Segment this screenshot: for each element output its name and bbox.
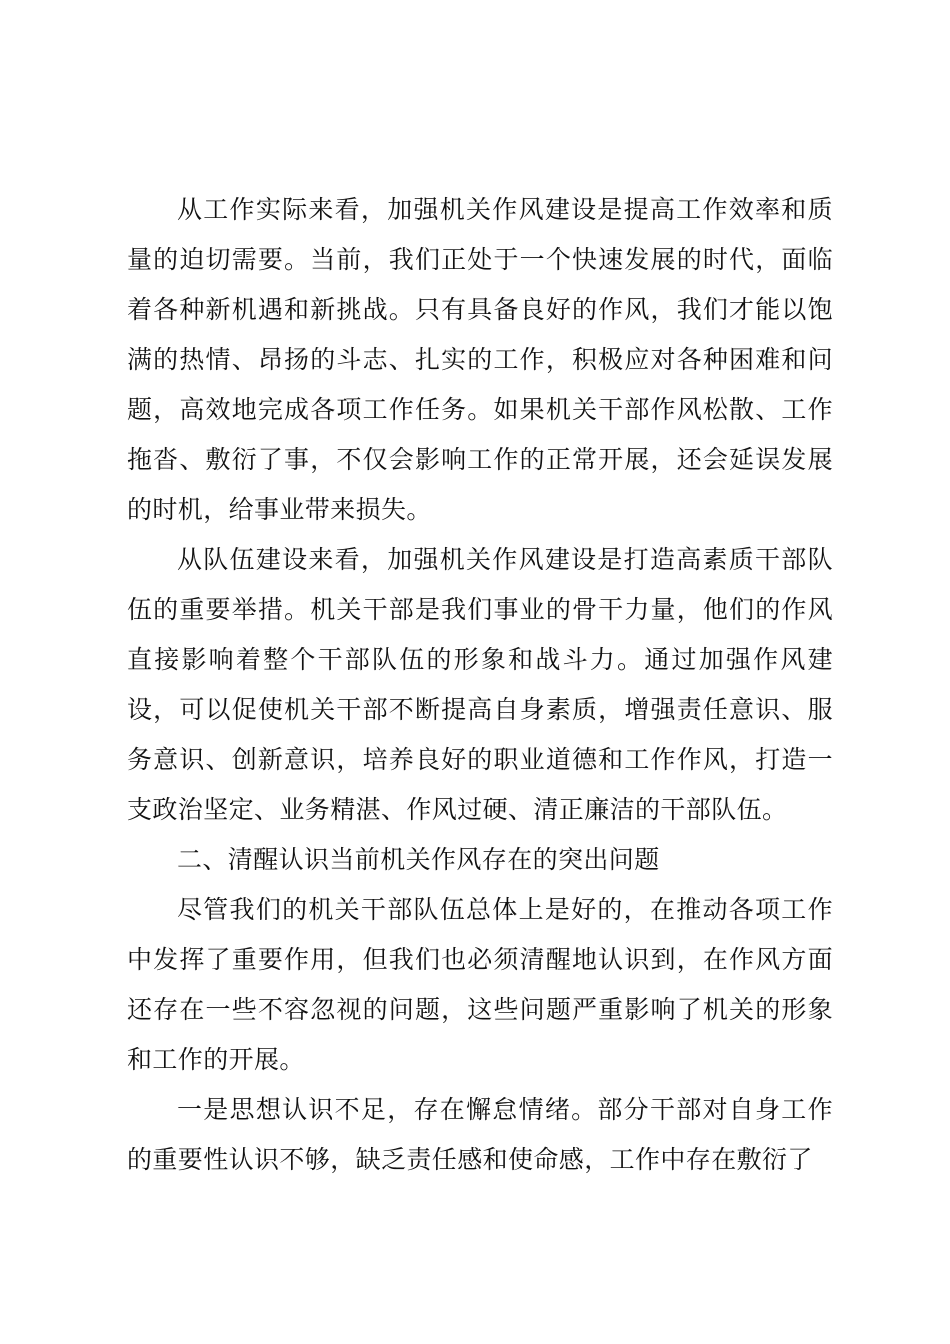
document-body	[127, 185, 833, 1185]
paragraph-problem-one: 一是思想认识不足，存在懈怠情绪。部分干部对自身工作的重要性认识不够，缺乏责任感和使命感，工作中存在敷衍了	[127, 1095, 833, 1174]
paragraph-overview-problems: 尽管我们的机关干部队伍总体上是好的，在推动各项工作中发挥了重要作用，但我们也必须清醒地认识到，在作风方面还存在一些不容忽视的问题，这些问题严重影响了机关的形象和工作的开展。	[127, 895, 833, 1074]
paragraph-team-building: 从队伍建设来看，加强机关作风建设是打造高素质干部队伍的重要举措。机关干部是我们事业的骨干力量，他们的作风直接影响着整个干部队伍的形象和战斗力。通过加强作风建设，可以促使机关干部不断提高自身素质，增强责任意识、服务意识、创新意识，培养良好的职业道德和工作作风，打造一支政治坚定、业务精湛、作风过硬、清正廉洁的干部队伍。	[127, 545, 833, 824]
paragraph-work-practice: 从工作实际来看，加强机关作风建设是提高工作效率和质量的迫切需要。当前，我们正处于一个快速发展的时代，面临着各种新机遇和新挑战。只有具备良好的作风，我们才能以饱满的热情、昂扬的斗志、扎实的工作，积极应对各种困难和问题，高效地完成各项工作任务。如果机关干部作风松散、工作拖沓、敷衍了事，不仅会影响工作的正常开展，还会延误发展的时机，给事业带来损失。	[127, 195, 833, 524]
section-heading: 二、清醒认识当前机关作风存在的突出问题	[177, 845, 660, 874]
